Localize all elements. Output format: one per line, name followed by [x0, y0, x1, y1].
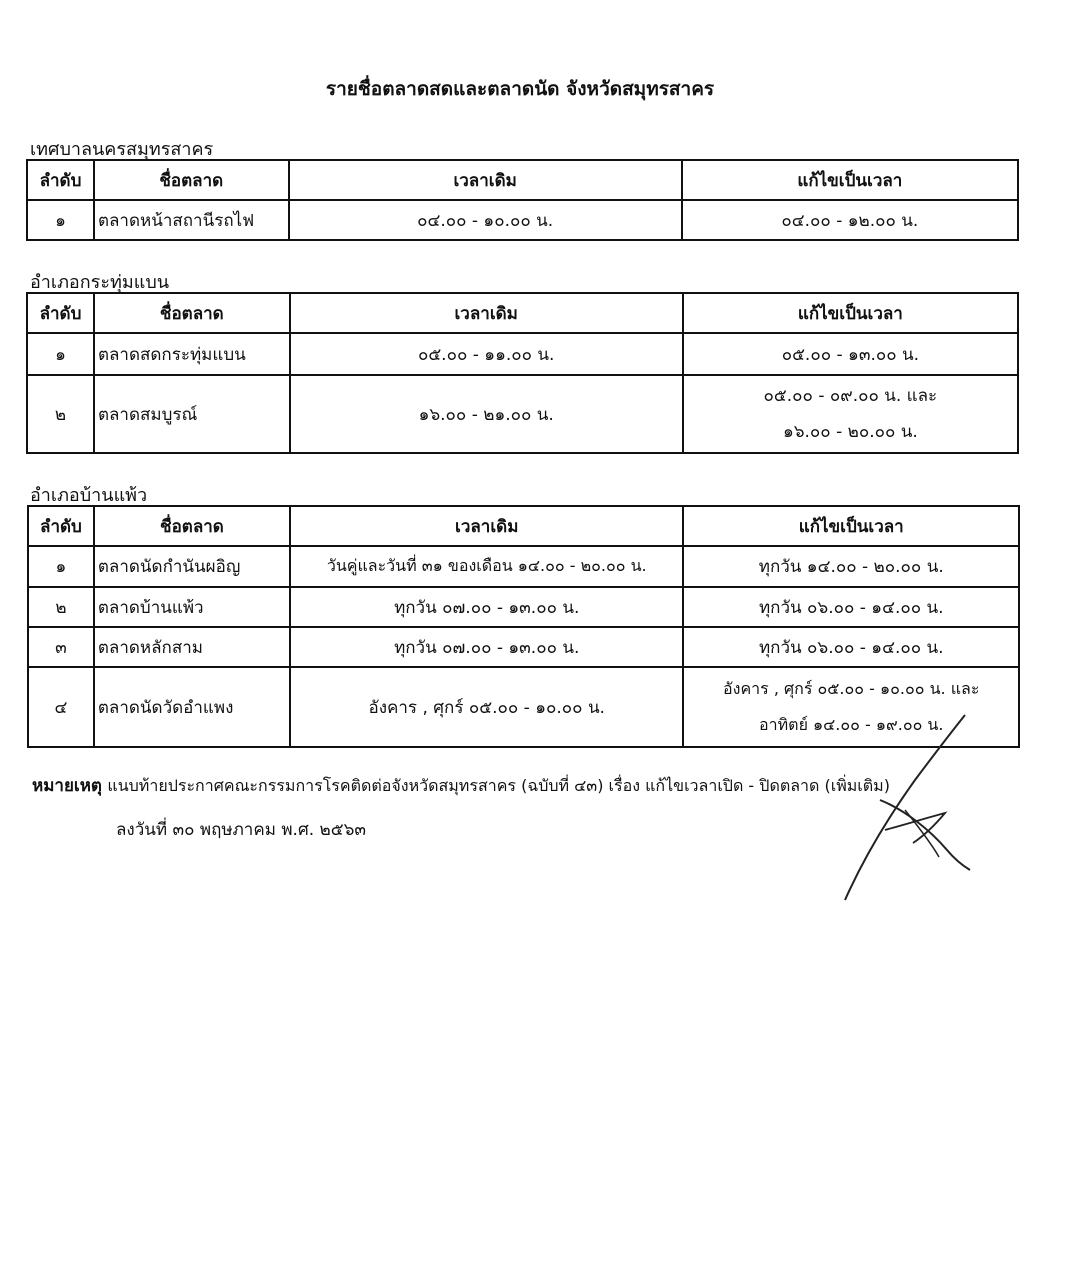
- new-time-line: อังคาร , ศุกร์ ๐๕.๐๐ - ๑๐.๐๐ น. และ: [723, 679, 980, 698]
- column-header-no: ลำดับ: [27, 293, 94, 333]
- column-header-name: ชื่อตลาด: [94, 160, 289, 200]
- market-table-samut-sakhon-municipality: [26, 159, 1019, 241]
- table-row: [28, 627, 1019, 667]
- new-time-line: ทุกวัน ๐๖.๐๐ - ๑๔.๐๐ น.: [758, 637, 944, 658]
- footnote-date: ลงวันที่ ๓๐ พฤษภาคม พ.ศ. ๒๕๖๓: [116, 820, 367, 840]
- table-row: [27, 200, 1018, 240]
- column-header-new-time: แก้ไขเป็นเวลา: [683, 293, 1018, 333]
- market-name: ตลาดนัดกำนันผอิญ: [94, 546, 290, 587]
- row-number: ๒: [28, 587, 94, 627]
- new-time-line: ๐๔.๐๐ - ๑๒.๐๐ น.: [781, 210, 919, 231]
- old-time: อังคาร , ศุกร์ ๐๕.๐๐ - ๑๐.๐๐ น.: [290, 667, 684, 747]
- handwritten-signature: [835, 705, 985, 905]
- old-time: ทุกวัน ๐๗.๐๐ - ๑๓.๐๐ น.: [290, 627, 684, 667]
- new-time-line: ทุกวัน ๑๔.๐๐ - ๒๐.๐๐ น.: [758, 557, 944, 577]
- market-name: ตลาดสมบูรณ์: [94, 375, 290, 453]
- section-heading-samut-sakhon-municipality: เทศบาลนครสมุทรสาคร: [30, 139, 214, 160]
- column-header-new-time: แก้ไขเป็นเวลา: [682, 160, 1018, 200]
- column-header-old-time: เวลาเดิม: [290, 293, 683, 333]
- market-name: ตลาดสดกระทุ่มแบน: [94, 333, 290, 375]
- new-time-line: ๐๕.๐๐ - ๐๙.๐๐ น. และ: [763, 386, 938, 406]
- market-table-krathum-baen: [26, 292, 1019, 454]
- table-row: [28, 546, 1019, 587]
- old-time: ๐๕.๐๐ - ๑๑.๐๐ น.: [290, 333, 683, 375]
- column-header-old-time: เวลาเดิม: [289, 160, 682, 200]
- new-time-line: ทุกวัน ๐๖.๐๐ - ๑๔.๐๐ น.: [758, 597, 944, 618]
- new-time: [683, 587, 1019, 627]
- new-time: [683, 546, 1019, 587]
- old-time: วันคู่และวันที่ ๓๑ ของเดือน ๑๔.๐๐ - ๒๐.๐๐ น.: [290, 546, 684, 587]
- footnote-text: แนบท้ายประกาศคณะกรรมการโรคติดต่อจังหวัดสมุทรสาคร (ฉบับที่ ๔๓) เรื่อง แก้ไขเวลาเปิด - ปิดตลาด (เพิ่มเติม): [107, 776, 890, 795]
- old-time: ๑๖.๐๐ - ๒๑.๐๐ น.: [290, 375, 683, 453]
- footnote-label: หมายเหตุ: [32, 776, 102, 796]
- column-header-no: ลำดับ: [28, 506, 94, 546]
- table-header-row: [27, 293, 1018, 333]
- document-title: รายชื่อตลาดสดและตลาดนัด จังหวัดสมุทรสาคร: [325, 78, 715, 100]
- table-header-row: [27, 160, 1018, 200]
- column-header-name: ชื่อตลาด: [94, 293, 290, 333]
- column-header-no: ลำดับ: [27, 160, 94, 200]
- row-number: ๔: [28, 667, 94, 747]
- market-name: ตลาดหน้าสถานีรถไฟ: [94, 200, 289, 240]
- market-name: ตลาดบ้านแพ้ว: [94, 587, 290, 627]
- section-heading-ban-phaeo: อำเภอบ้านแพ้ว: [30, 485, 148, 506]
- new-time-line: อาทิตย์ ๑๔.๐๐ - ๑๙.๐๐ น.: [759, 715, 944, 734]
- column-header-new-time: แก้ไขเป็นเวลา: [683, 506, 1019, 546]
- row-number: ๒: [27, 375, 94, 453]
- new-time-line: ๐๕.๐๐ - ๑๓.๐๐ น.: [781, 344, 920, 365]
- new-time: [683, 375, 1018, 453]
- new-time: [683, 333, 1018, 375]
- section-heading-krathum-baen: อำเภอกระทุ่มแบน: [30, 272, 170, 293]
- new-time: [683, 627, 1019, 667]
- old-time: ๐๔.๐๐ - ๑๐.๐๐ น.: [289, 200, 682, 240]
- row-number: ๓: [28, 627, 94, 667]
- row-number: ๑: [27, 333, 94, 375]
- table-header-row: [28, 506, 1019, 546]
- new-time-line: ๑๖.๐๐ - ๒๐.๐๐ น.: [782, 422, 918, 442]
- old-time: ทุกวัน ๐๗.๐๐ - ๑๓.๐๐ น.: [290, 587, 684, 627]
- column-header-name: ชื่อตลาด: [94, 506, 290, 546]
- column-header-old-time: เวลาเดิม: [290, 506, 684, 546]
- table-row: [27, 375, 1018, 453]
- market-name: ตลาดนัดวัดอำแพง: [94, 667, 290, 747]
- new-time: [682, 200, 1018, 240]
- row-number: ๑: [28, 546, 94, 587]
- table-row: [28, 587, 1019, 627]
- market-name: ตลาดหลักสาม: [94, 627, 290, 667]
- table-row: [27, 333, 1018, 375]
- row-number: ๑: [27, 200, 94, 240]
